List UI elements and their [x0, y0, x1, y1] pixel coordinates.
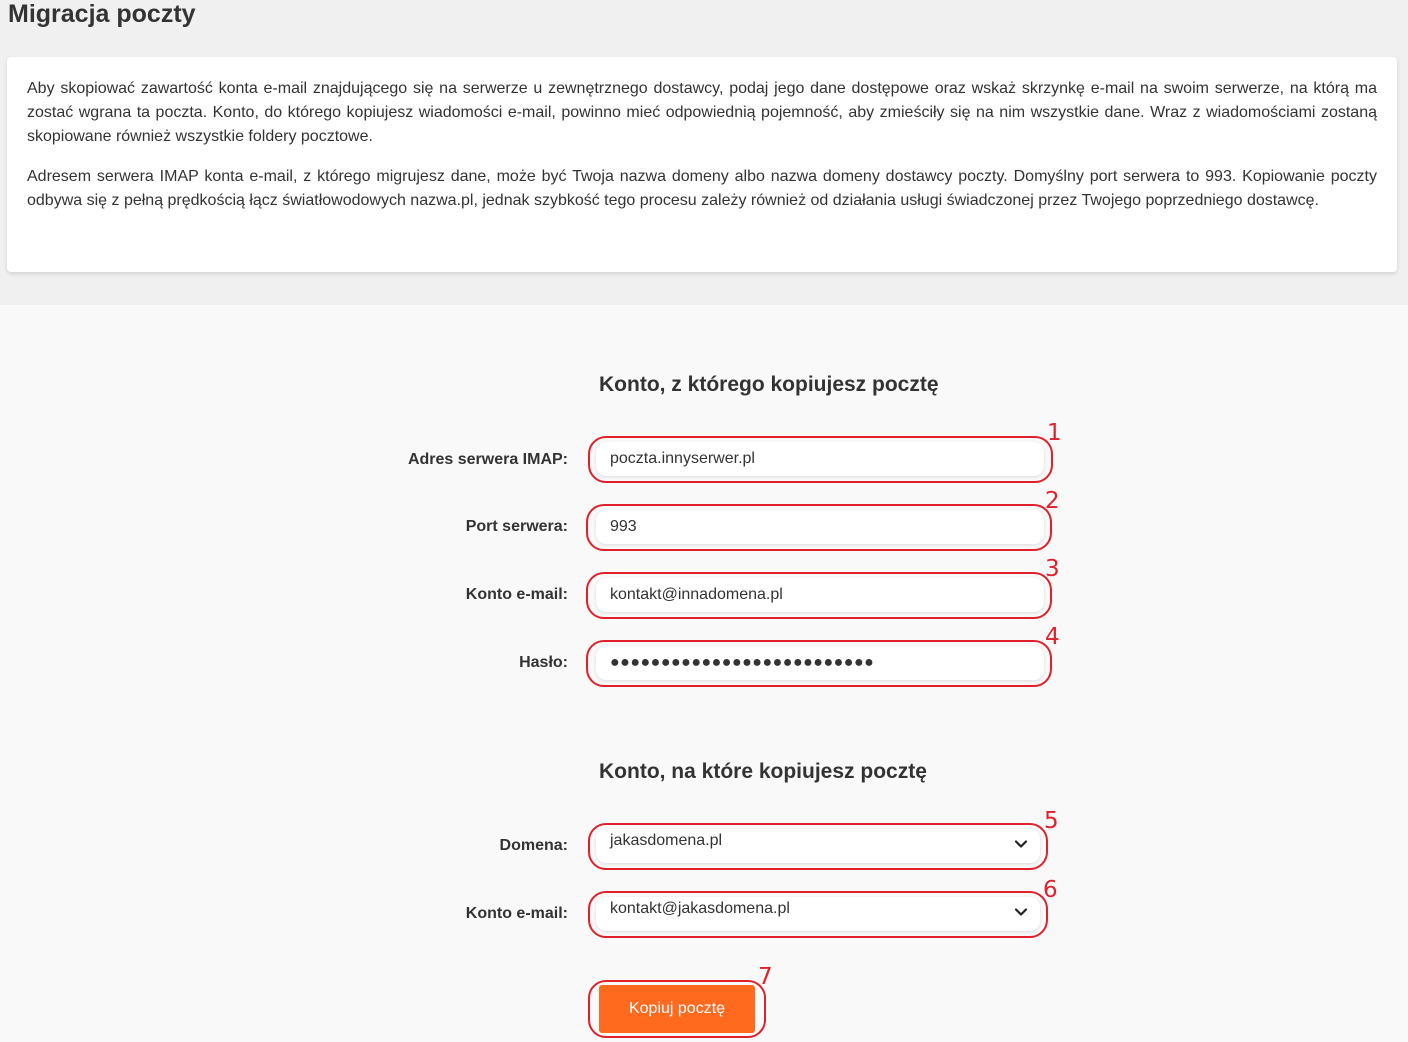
target-email-selected-value: kontakt@jakasdomena.pl: [610, 900, 790, 917]
domain-select[interactable]: [596, 829, 1040, 863]
source-section-title: Konto, z którego kopiujesz pocztę: [599, 373, 939, 396]
source-email-label: Konto e-mail:: [465, 586, 568, 603]
header-area: [0, 0, 1408, 305]
annotation-number-6: 6: [1043, 877, 1058, 903]
page-title: Migracja poczty: [8, 0, 196, 28]
domain-selected-value: jakasdomena.pl: [610, 832, 723, 849]
info-paragraph-1: Aby skopiować zawartość konta e-mail znajdującego się na serwerze u zewnętrznego dostawcy, podaj jego dane dostępowe oraz wskaż skrzynkę e-mail na swoim serwerze, na którą ma zostać wgrana ta poczta. Konto, do którego kopiujesz wiadomości e-mail, powinno mieć odpowiednią pojemność, aby zmieściły się na nim wszystkie dane. Wraz z wiadomościami zostaną skopiowane również wszystkie foldery pocztowe.: [27, 80, 1377, 145]
target-email-label: Konto e-mail:: [465, 905, 568, 922]
info-card: [7, 57, 1397, 272]
info-paragraph-2: Adresem serwera IMAP konta e-mail, z którego migrujesz dane, może być Twoja nazwa domeny albo nazwa domeny dostawcy poczty. Domyślny port serwera to 993. Kopiowanie poczty odbywa się z pełną prędkością łącz światłowodowych nazwa.pl, jednak szybkość tego procesu zależy również od działania usługi świadczonej przez Twojego poprzedniego dostawcę.: [27, 168, 1377, 209]
copy-mail-button[interactable]: Kopiuj pocztę: [599, 985, 755, 1033]
imap-server-value: poczta.innyserwer.pl: [610, 450, 755, 467]
port-value: 993: [610, 518, 637, 535]
source-email-value: kontakt@innadomena.pl: [610, 586, 783, 603]
password-label: Hasło:: [519, 654, 568, 671]
password-mask: ●●●●●●●●●●●●●●●●●●●●●●●●●●: [610, 654, 875, 671]
annotation-number-4: 4: [1045, 624, 1060, 650]
target-section-title: Konto, na które kopiujesz pocztę: [599, 760, 927, 783]
imap-server-label: Adres serwera IMAP:: [407, 451, 568, 468]
annotation-number-1: 1: [1047, 420, 1062, 446]
annotation-number-3: 3: [1045, 556, 1060, 582]
annotation-number-2: 2: [1045, 488, 1060, 514]
target-email-select[interactable]: [596, 897, 1040, 931]
password-input[interactable]: [596, 646, 1044, 680]
imap-server-input[interactable]: [596, 442, 1044, 476]
source-email-input[interactable]: [596, 578, 1044, 612]
domain-label: Domena:: [499, 837, 568, 854]
annotation-number-5: 5: [1044, 808, 1059, 834]
chevron-down-icon: [1014, 905, 1028, 919]
chevron-down-icon: [1014, 837, 1028, 851]
annotation-number-7: 7: [758, 964, 773, 990]
port-input[interactable]: [596, 510, 1044, 544]
port-label: Port serwera:: [465, 518, 568, 535]
